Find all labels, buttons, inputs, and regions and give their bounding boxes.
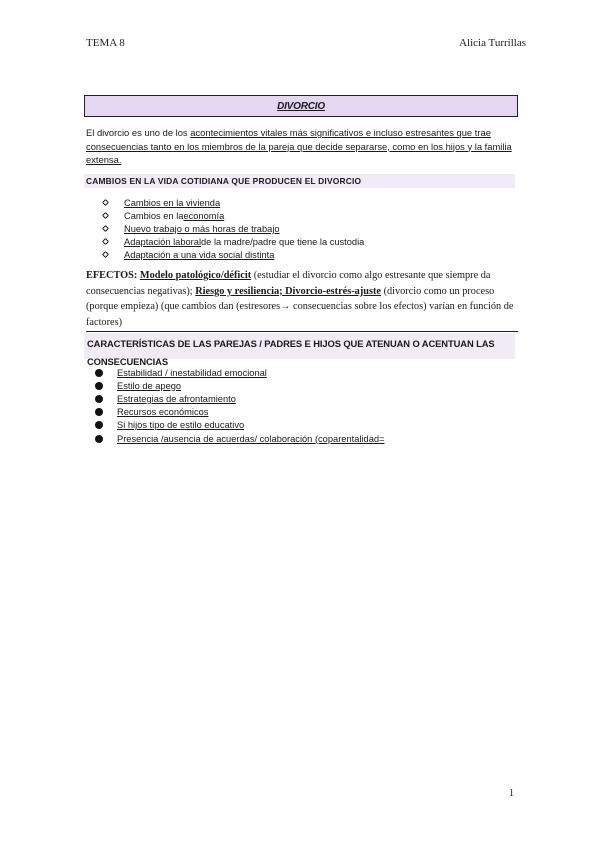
list-item-text: Cambios en la bbox=[124, 210, 184, 221]
list-item bbox=[95, 406, 384, 419]
efectos-modelo: Modelo patológico/déficit bbox=[139, 270, 252, 281]
list-item-text: Si hijos tipo de estilo educativo bbox=[117, 420, 245, 431]
list-item-text: Recursos económicos bbox=[117, 407, 209, 418]
list-item-text: Estilo de apego bbox=[117, 380, 182, 391]
list-item bbox=[95, 432, 384, 445]
list-item-underlined: Adaptación laboral bbox=[124, 237, 202, 248]
list-item bbox=[95, 392, 384, 405]
dot-bullet-icon bbox=[93, 420, 104, 431]
diamond-bullet-icon bbox=[100, 198, 113, 208]
title-box bbox=[84, 95, 518, 117]
list-item-text: de la madre/padre que tiene la custodia bbox=[201, 237, 365, 248]
list-item-text: Presencia /ausencia de acuerdas/ colaboración (coparentalidad= bbox=[117, 433, 385, 444]
efectos-riesgo: Riesgo y resiliencia; Divorcio-estrés-ajuste bbox=[195, 285, 381, 297]
efectos-text-2: (divorcio como un proceso (porque empieza) (que cambios dan (estresores→ consecuencias sobre los efectos) varían en función de factores) bbox=[86, 285, 514, 328]
intro-text: El divorcio es uno de los bbox=[86, 127, 191, 138]
diamond-bullet-icon bbox=[100, 250, 113, 260]
section-heading-cambios bbox=[84, 174, 515, 188]
diamond-bullet-icon bbox=[100, 224, 113, 234]
dot-bullet-icon bbox=[93, 380, 104, 391]
list-item-text: Adaptación a una vida social distinta bbox=[124, 250, 275, 261]
list-item bbox=[95, 379, 384, 392]
list-item bbox=[95, 366, 384, 379]
list-item bbox=[100, 222, 364, 235]
header-topic: TEMA 8 bbox=[86, 37, 125, 49]
dot-bullet-icon bbox=[93, 406, 104, 417]
list-item bbox=[100, 249, 364, 262]
section-heading-text: CAMBIOS EN LA VIDA COTIDIANA QUE PRODUCEN EL DIVORCIO bbox=[86, 176, 362, 186]
list-item bbox=[100, 236, 364, 249]
cambios-list bbox=[100, 196, 364, 262]
efectos-text-1: (estudiar el divorcio como algo estresante que siempre da consecuencias negativas); bbox=[86, 270, 491, 297]
diamond-bullet-icon bbox=[100, 237, 113, 247]
list-item-text: Estrategias de afrontamiento bbox=[117, 393, 236, 404]
list-item bbox=[95, 419, 384, 432]
section-heading-caracteristicas bbox=[84, 333, 515, 367]
efectos-paragraph bbox=[86, 268, 518, 332]
list-item-text: Nuevo trabajo o más horas de trabajo bbox=[124, 223, 280, 234]
list-item-underlined: economía bbox=[183, 210, 225, 221]
dot-bullet-icon bbox=[93, 367, 104, 378]
header-author: Alicia Turrillas bbox=[459, 37, 526, 49]
dot-bullet-icon bbox=[93, 393, 104, 404]
diamond-bullet-icon bbox=[100, 211, 113, 221]
list-item-text: Estabilidad / inestabilidad emocional bbox=[117, 367, 267, 378]
page-number: 1 bbox=[509, 788, 514, 799]
dot-bullet-icon bbox=[93, 433, 104, 444]
list-item-text: Cambios en la vivienda bbox=[124, 197, 221, 208]
efectos-label: EFECTOS: bbox=[86, 270, 140, 281]
list-item bbox=[100, 209, 364, 222]
page-title: DIVORCIO bbox=[277, 100, 325, 112]
section-heading-text: CARACTERÍSTICAS DE LAS PAREJAS / PADRES E HIJOS QUE ATENUAN O ACENTUAN LAS CONSECUENCIAS bbox=[87, 338, 495, 367]
list-item bbox=[100, 196, 364, 209]
caracteristicas-list bbox=[95, 366, 384, 445]
intro-underlined-text: acontecimientos vitales más significativos e incluso estresantes que trae consecuencias tanto en los miembros de la pareja que decide separarse, como en los hijos y la familia extensa. bbox=[86, 127, 512, 165]
intro-paragraph bbox=[86, 126, 518, 167]
